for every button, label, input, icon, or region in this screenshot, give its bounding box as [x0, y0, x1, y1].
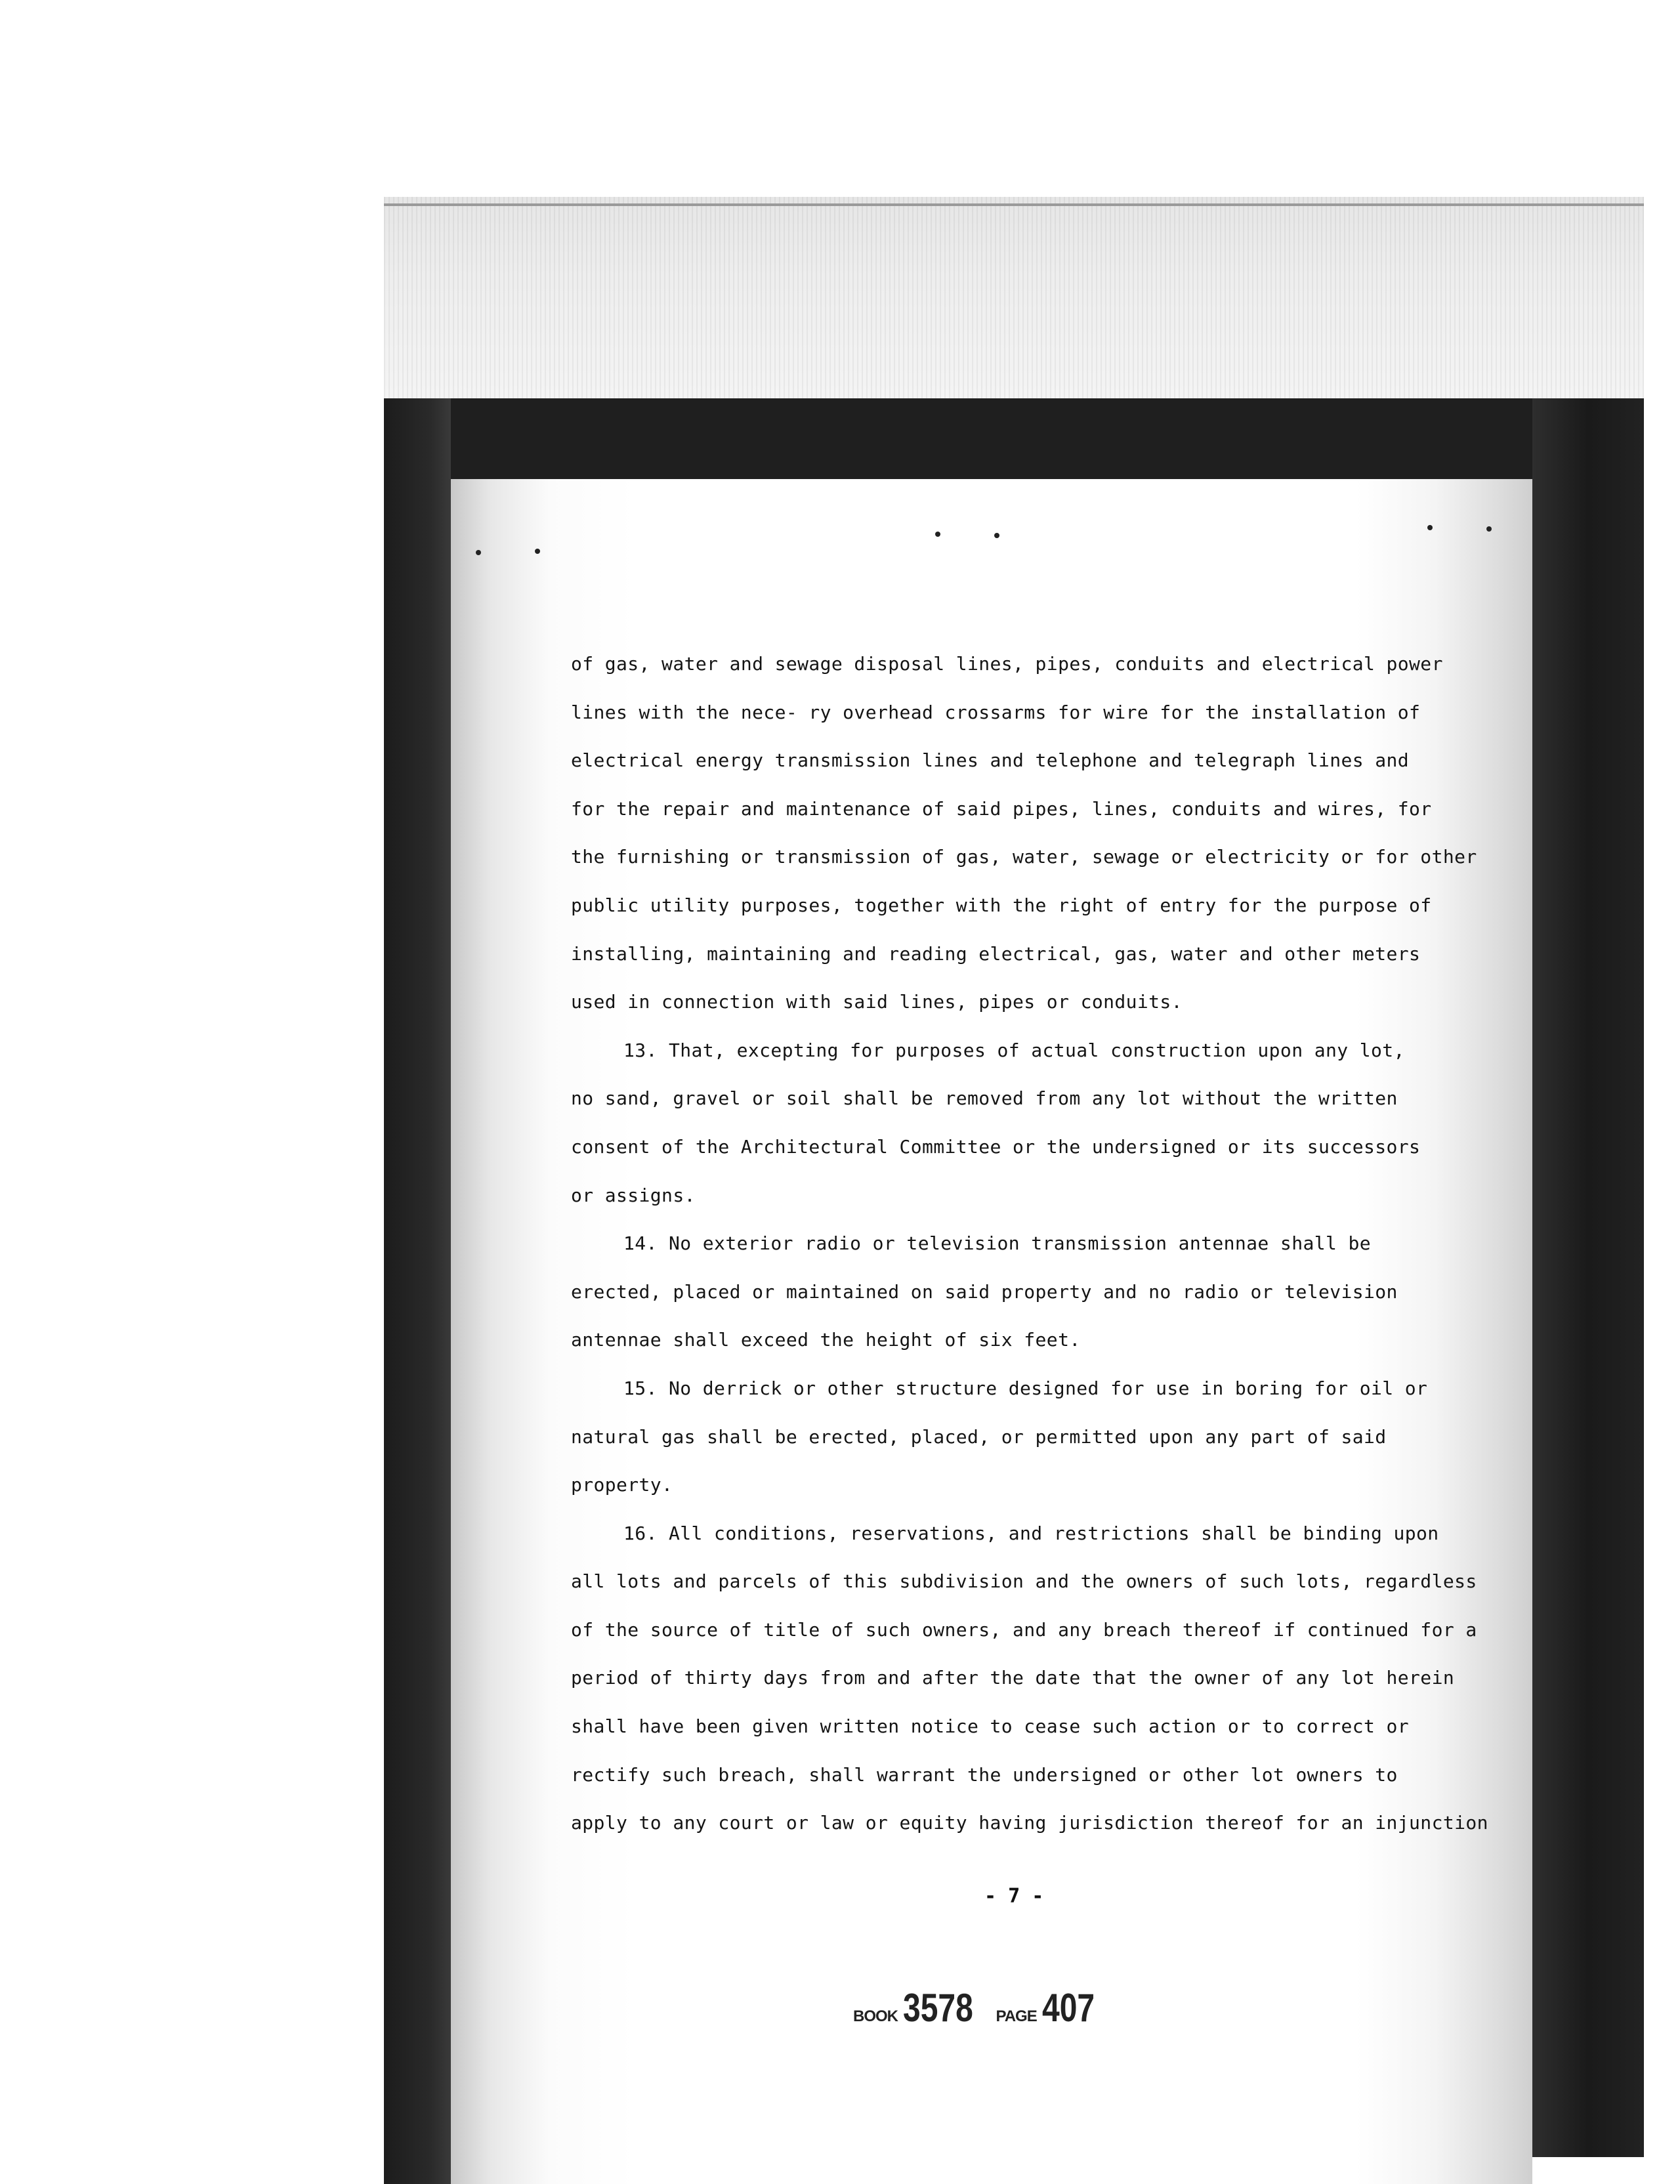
document-line: 13. That, excepting for purposes of actual construction upon any lot,	[623, 1039, 1405, 1061]
document-line: electrical energy transmission lines and telephone and telegraph lines and	[571, 749, 1410, 772]
document-line: all lots and parcels of this subdivision and the owners of such lots, regardless	[571, 1570, 1477, 1593]
document-line: or assigns.	[571, 1184, 696, 1206]
scan-speck	[994, 533, 999, 538]
document-line: used in connection with said lines, pipes or conduits.	[571, 991, 1183, 1013]
document-line: antennae shall exceed the height of six feet.	[571, 1329, 1081, 1351]
scan-top-edge	[384, 203, 1644, 206]
document-line: erected, placed or maintained on said property and no radio or television	[571, 1280, 1398, 1303]
scan-speck	[1427, 525, 1433, 530]
document-line: 16. All conditions, reservations, and restrictions shall be binding upon	[623, 1522, 1439, 1544]
document-line: installing, maintaining and reading electrical, gas, water and other meters	[571, 942, 1421, 965]
document-line: shall have been given written notice to cease such action or to correct or	[571, 1715, 1410, 1738]
book-page-stamp	[853, 1985, 1108, 2031]
document-line: no sand, gravel or soil shall be removed from any lot without the written	[571, 1087, 1398, 1110]
document-line: lines with the nece- ry overhead crossarms for wire for the installation of	[571, 701, 1421, 723]
document-line: apply to any court or law or equity having jurisdiction thereof for an injunction	[571, 1812, 1488, 1834]
document-line: consent of the Architectural Committee or the undersigned or its successors	[571, 1135, 1421, 1158]
scan-top-margin	[384, 197, 1644, 400]
document-line: of the source of title of such owners, and any breach thereof if continued for a	[571, 1618, 1477, 1641]
document-line: public utility purposes, together with the right of entry for the purpose of	[571, 894, 1432, 916]
document-line: natural gas shall be erected, placed, or permitted upon any part of said	[571, 1425, 1387, 1448]
document-line: property.	[571, 1474, 673, 1496]
scan-speck	[535, 549, 540, 554]
scan-frame-top	[384, 398, 1644, 479]
page-number: - 7 -	[984, 1885, 1044, 1908]
document-line: 15. No derrick or other structure designed for use in boring for oil or	[623, 1377, 1428, 1399]
scan-frame-right	[1532, 398, 1644, 2157]
stamp-book-label: BOOK	[853, 2007, 898, 2025]
stamp-book-number: 3578	[903, 1986, 973, 2030]
document-line: 14. No exterior radio or television transmission antennae shall be	[623, 1232, 1371, 1255]
document-line: the furnishing or transmission of gas, water, sewage or electricity or for other	[571, 846, 1477, 868]
scan-speck	[1486, 526, 1492, 532]
document-line: for the repair and maintenance of said pipes, lines, conduits and wires, for	[571, 797, 1432, 820]
scan-frame-left	[384, 398, 451, 2184]
stamp-page-label: PAGE	[996, 2007, 1037, 2025]
document-body	[571, 640, 1488, 1847]
scan-speck	[935, 532, 940, 537]
stamp-page-number: 407	[1041, 1986, 1095, 2030]
document-line: of gas, water and sewage disposal lines, pipes, conduits and electrical power	[571, 653, 1443, 675]
document-line: rectify such breach, shall warrant the undersigned or other lot owners to	[571, 1763, 1398, 1786]
scan-speck	[476, 550, 481, 555]
document-line: period of thirty days from and after the date that the owner of any lot herein	[571, 1667, 1455, 1689]
